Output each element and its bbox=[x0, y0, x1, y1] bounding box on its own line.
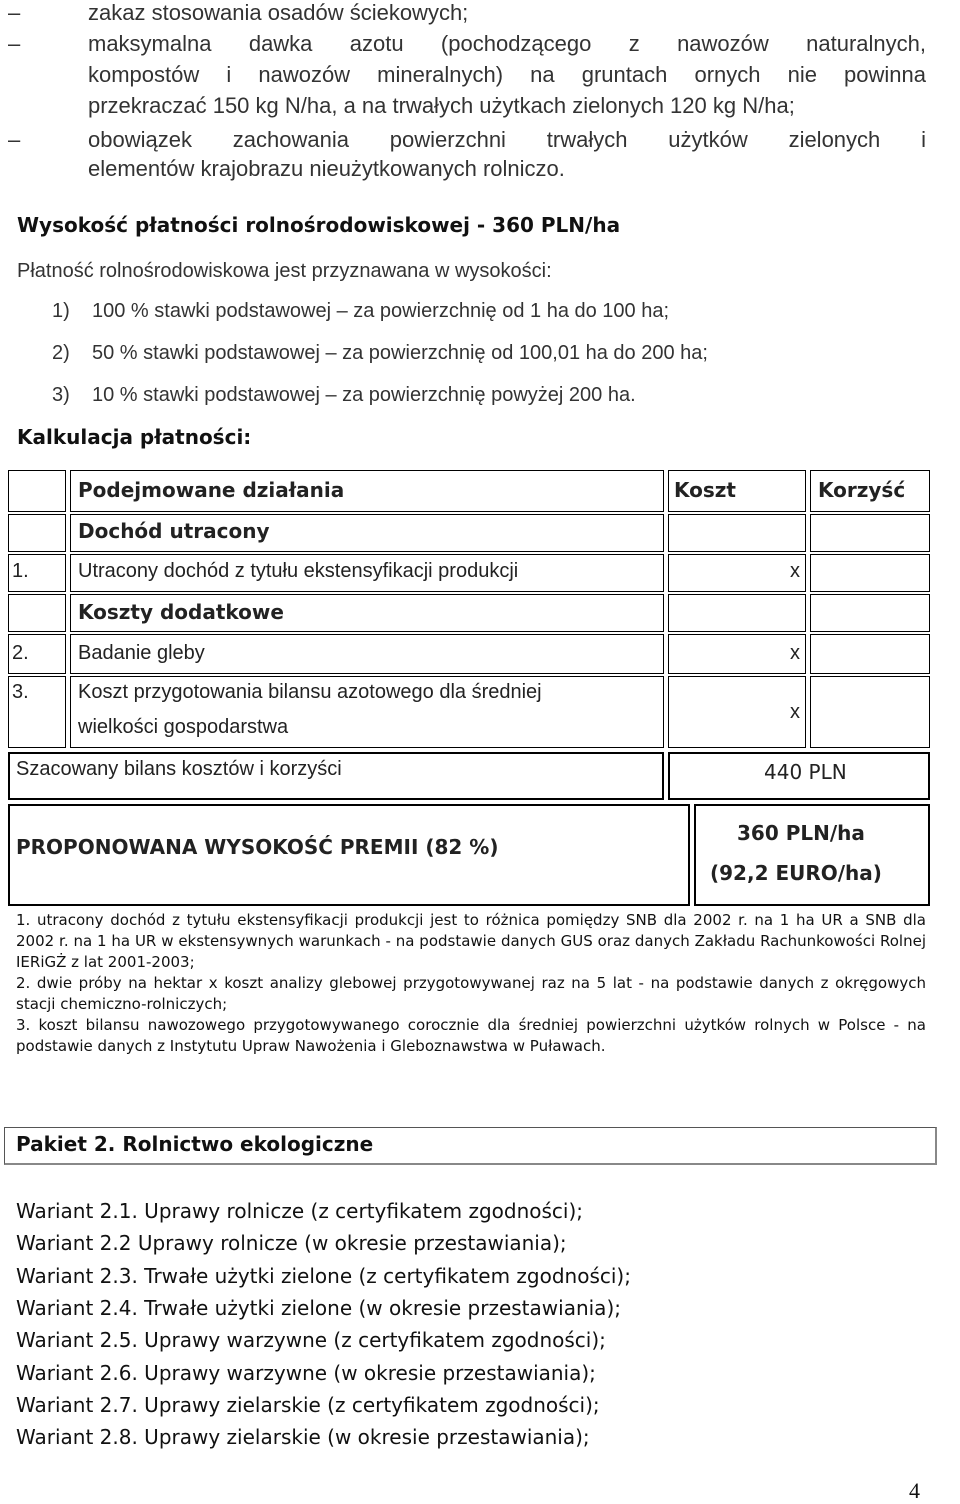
footnotes bbox=[16, 910, 926, 1057]
section-extra-costs: Koszty dodatkowe bbox=[78, 600, 284, 624]
table-cell bbox=[810, 514, 930, 552]
estimate-label: Szacowany bilans kosztów i korzyści bbox=[16, 758, 342, 780]
table-cell bbox=[8, 594, 66, 632]
table-cell bbox=[8, 514, 66, 552]
list-item: Wariant 2.8. Uprawy zielarskie (w okresie przestawiania); bbox=[16, 1425, 590, 1449]
payment-item-text: 100 % stawki podstawowej – za powierzchnię od 1 ha do 100 ha; bbox=[92, 300, 670, 322]
table-cell bbox=[810, 676, 930, 748]
premium-value: 360 PLN/ha bbox=[737, 821, 865, 845]
row-number: 3. bbox=[12, 681, 29, 703]
bullet-dash: – bbox=[8, 0, 21, 25]
payment-item-text: 10 % stawki podstawowej – za powierzchnię powyżej 200 ha. bbox=[92, 384, 636, 406]
row-label: Utracony dochód z tytułu ekstensyfikacji produkcji bbox=[78, 560, 519, 582]
list-item: Wariant 2.5. Uprawy warzywne (z certyfikatem zgodności); bbox=[16, 1328, 606, 1352]
row-label: Koszt przygotowania bilansu azotowego dla średniej bbox=[78, 681, 542, 703]
payment-intro: Płatność rolnośrodowiskowa jest przyznawana w wysokości: bbox=[17, 260, 552, 282]
payment-item-number: 3) bbox=[52, 384, 70, 406]
premium-label: PROPONOWANA WYSOKOŚĆ PREMII (82 %) bbox=[16, 835, 499, 859]
table-cell bbox=[810, 634, 930, 674]
bullet-line: kompostów i nawozów mineralnych) na gruntach ornych nie powinna bbox=[88, 62, 926, 87]
bullet-line: elementów krajobrazu nieużytkowanych rolniczo. bbox=[88, 156, 565, 181]
table-cell bbox=[668, 676, 806, 748]
bullet-line: zakaz stosowania osadów ściekowych; bbox=[88, 0, 469, 25]
payment-item-number: 1) bbox=[52, 300, 70, 322]
table-cell bbox=[8, 470, 66, 512]
estimate-value: 440 PLN bbox=[764, 760, 847, 784]
payment-heading: Wysokość płatności rolnośrodowiskowej - 360 PLN/ha bbox=[17, 213, 621, 237]
column-header-cost: Koszt bbox=[674, 478, 736, 502]
cost-value: x bbox=[790, 701, 800, 723]
list-item: Wariant 2.4. Trwałe użytki zielone (w okresie przestawiania); bbox=[16, 1296, 621, 1320]
bullet-line: maksymalna dawka azotu (pochodzącego z nawozów naturalnych, bbox=[88, 31, 926, 56]
package-title: Pakiet 2. Rolnictwo ekologiczne bbox=[16, 1132, 374, 1156]
list-item: Wariant 2.2 Uprawy rolnicze (w okresie przestawiania); bbox=[16, 1231, 567, 1255]
payment-item-number: 2) bbox=[52, 342, 70, 364]
list-item: Wariant 2.7. Uprawy zielarskie (z certyfikatem zgodności); bbox=[16, 1393, 600, 1417]
column-header-benefit: Korzyść bbox=[818, 478, 906, 502]
calc-heading: Kalkulacja płatności: bbox=[17, 425, 252, 449]
footnote: 3. koszt bilansu nawozowego przygotowywanego corocznie dla średniej powierzchni użytków rolnych w Polsce - na podstawie danych z Instytutu Upraw Nawożenia i Gleboznawstwa w Puławach. bbox=[16, 1016, 926, 1055]
row-label: Badanie gleby bbox=[78, 642, 205, 664]
bullet-line: przekraczać 150 kg N/ha, a na trwałych użytkach zielonych 120 kg N/ha; bbox=[88, 93, 795, 118]
list-item: Wariant 2.1. Uprawy rolnicze (z certyfikatem zgodności); bbox=[16, 1199, 583, 1223]
column-header-actions: Podejmowane działania bbox=[78, 478, 345, 502]
cost-value: x bbox=[790, 642, 800, 664]
page-number: 4 bbox=[909, 1478, 920, 1503]
list-item: Wariant 2.6. Uprawy warzywne (w okresie przestawiania); bbox=[16, 1361, 596, 1385]
section-lost-income: Dochód utracony bbox=[78, 519, 270, 543]
bullet-line: obowiązek zachowania powierzchni trwałych użytków zielonych i bbox=[88, 127, 926, 152]
cost-value: x bbox=[790, 560, 800, 582]
table-cell bbox=[668, 594, 806, 632]
footnote: 1. utracony dochód z tytułu ekstensyfikacji produkcji jest to różnica pomiędzy SNB dla 2002 r. na 1 ha UR a SNB dla 2002 r. na 1 ha UR w ekstensywnych warunkach - na podstawie danych GUS oraz danych Zakładu Rachunkowości Rolnej IERiGŻ z lat 2001-2003; bbox=[16, 911, 926, 971]
payment-item-text: 50 % stawki podstawowej – za powierzchnię od 100,01 ha do 200 ha; bbox=[92, 342, 708, 364]
row-number: 2. bbox=[12, 642, 29, 664]
table-cell bbox=[810, 594, 930, 632]
table-cell bbox=[668, 554, 806, 592]
row-number: 1. bbox=[12, 560, 29, 582]
table-cell bbox=[694, 804, 930, 906]
bullet-dash: – bbox=[8, 31, 21, 56]
list-item: Wariant 2.3. Trwałe użytki zielone (z certyfikatem zgodności); bbox=[16, 1264, 631, 1288]
row-label: wielkości gospodarstwa bbox=[78, 716, 289, 738]
table-cell bbox=[668, 514, 806, 552]
table-cell bbox=[810, 554, 930, 592]
table-cell bbox=[668, 634, 806, 674]
bullet-dash: – bbox=[8, 127, 21, 152]
premium-value-euro: (92,2 EURO/ha) bbox=[710, 861, 882, 885]
footnote: 2. dwie próby na hektar x koszt analizy glebowej przygotowywanej raz na 5 lat - na podstawie danych z okręgowych stacji chemiczno-rolniczych; bbox=[16, 974, 926, 1013]
